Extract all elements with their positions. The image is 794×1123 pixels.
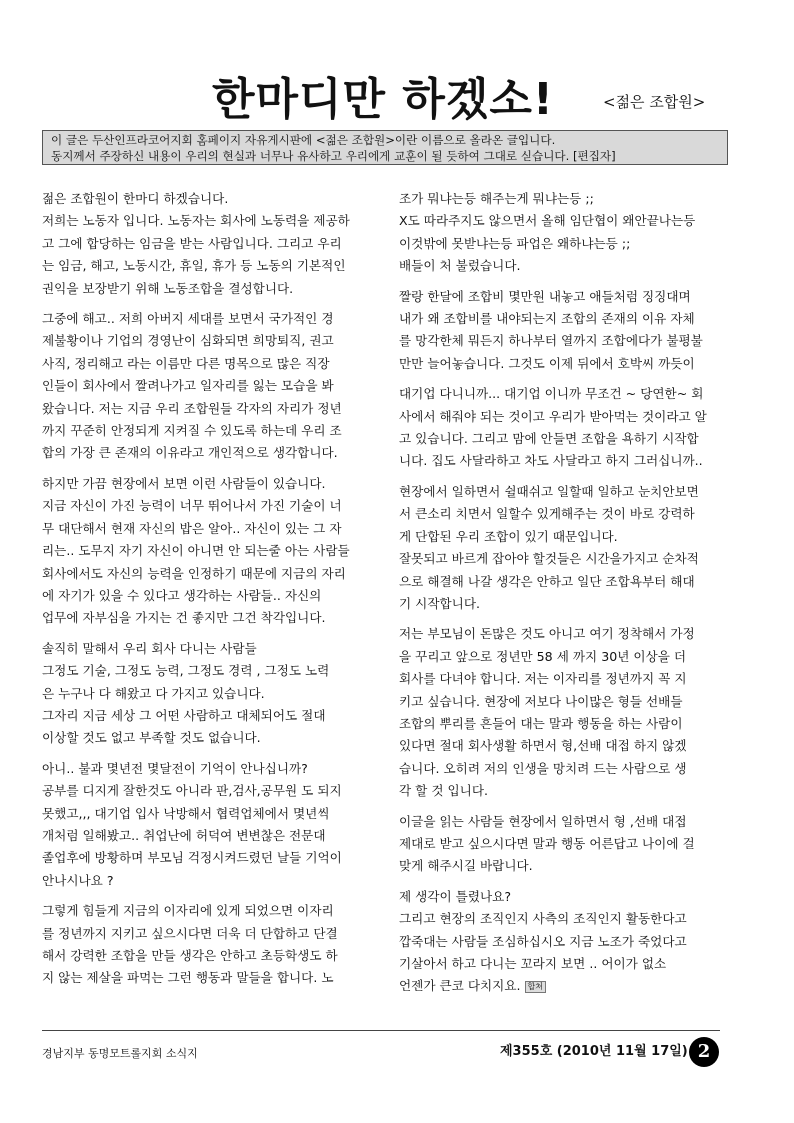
text-line: 왔습니다. 저는 지금 우리 조합원들 각자의 자리가 정년: [42, 400, 342, 416]
text-line: 키고 싶습니다. 현장에 저보다 나이많은 형들 선배들: [399, 693, 683, 709]
text-line: 못했고,,, 대기업 입사 낙방해서 협력업체에서 몇년씩: [42, 805, 330, 821]
paragraph: [399, 811, 739, 878]
text-line: 회사를 다녀야 합니다. 저는 이자리를 정년까지 꼭 지: [399, 671, 687, 687]
text-line: 에 자기가 있을 수 있다고 생각하는 사람들.. 자신의: [42, 587, 322, 603]
text-line: 제 생각이 틀렸나요?: [399, 888, 512, 904]
footer-divider: [42, 1030, 720, 1031]
text-line: 무 대단해서 현재 자신의 밥은 알아.. 자신이 있는 그 자: [42, 520, 342, 536]
text-line: 저희는 노동자 입니다. 노동자는 회사에 노동력을 제공하: [42, 213, 350, 229]
text-line: 지 않는 제살을 파먹는 그런 행동과 말들을 합니다. 노: [42, 970, 334, 986]
text-line: 니다. 집도 사달라하고 차도 사달라고 하지 그러십니까..: [399, 453, 703, 469]
text-line: 젊은 조합원이 한마디 하겠습니다.: [42, 191, 229, 206]
paragraph: [42, 308, 382, 465]
text-line: 그리고 현장의 조직인지 사측의 조직인지 활동한다고: [399, 911, 687, 927]
paragraph: [399, 188, 739, 278]
text-line: 내가 왜 조합비를 내야되는지 조합의 존재의 이유 자체: [399, 311, 695, 327]
right-column: [399, 188, 739, 1006]
notice-line: 동지께서 주장하신 내용이 우리의 현실과 너무나 유사하고 우리에게 교훈이 될 듯하여 그대로 싣습니다. [편집자]: [51, 149, 616, 163]
text-line: 저는 부모님이 돈많은 것도 아니고 여기 정착해서 가정: [399, 626, 695, 642]
text-line: 리는.. 도무지 자기 자신이 아니면 안 되는줄 아는 사람들: [42, 543, 350, 559]
left-column: [42, 188, 382, 998]
text-line: 를 망각한체 뭐든지 하나부터 열까지 조합에다가 불평불: [399, 333, 703, 349]
title-area: [0, 70, 794, 130]
text-line: 고 그에 합당하는 임금을 받는 사람입니다. 그리고 우리: [42, 235, 342, 251]
text-line: 이상할 것도 없고 부족할 것도 없습니다.: [42, 730, 261, 746]
text-line: 개처럼 일해봤고.. 취업난에 허덕여 변변찮은 전문대: [42, 827, 326, 843]
paragraph: [42, 758, 382, 892]
paragraph: [399, 286, 739, 376]
page-title: 한마디만 하겠소!: [212, 74, 554, 125]
text-line: 현장에서 일하면서 쉴때쉬고 일할때 일하고 눈치안보면: [399, 483, 699, 499]
paragraph: [42, 900, 382, 990]
paragraph: [399, 383, 739, 473]
text-line: 솔직히 말해서 우리 회사 다니는 사람들: [42, 640, 257, 656]
text-line: 공부를 디지게 잘한것도 아니라 판,검사,공무원 도 되지: [42, 783, 342, 799]
text-line: 그렇게 힘들게 지금의 이자리에 있게 되었으면 이자리: [42, 903, 334, 919]
text-line: 아니.. 불과 몇년전 몇달전이 기억이 안나십니까?: [42, 760, 308, 776]
notice-line: 이 글은 두산인프라코어지회 홈페이지 자유게시판에 <젊은 조합원>이란 이름으로 올라온 글입니다.: [51, 133, 556, 147]
text-line: 그정도 기술, 그정도 능력, 그정도 경력 , 그정도 노력: [42, 663, 330, 679]
text-line: 이것밖에 못받냐는등 파업은 왜하냐는등 ;;: [399, 235, 631, 251]
text-line: 하지만 가끔 현장에서 보면 이런 사람들이 있습니다.: [42, 475, 326, 491]
paragraph: [399, 481, 739, 615]
text-line: 배들이 처 불렀습니다.: [399, 258, 521, 274]
text-line: X도 따라주지도 않으면서 올해 임단협이 왜안끝나는등: [399, 213, 696, 229]
text-line: 를 정년까지 지키고 싶으시다면 더욱 더 단합하고 단결: [42, 925, 338, 941]
text-line: 만만 늘어놓습니다. 그것도 이제 뒤에서 호박씨 까듯이: [399, 355, 695, 371]
text-line: 있다면 절대 회사생활 하면서 형,선배 대접 하지 않겠: [399, 738, 687, 754]
text-line: 권익을 보장받기 위해 노동조합을 결성합니다.: [42, 280, 294, 296]
text-line: 졸업후에 방황하며 부모님 걱정시켜드렸던 날들 기억이: [42, 850, 342, 866]
text-line: 그자리 지금 세상 그 어떤 사람하고 대체되어도 절대: [42, 707, 326, 723]
text-line: 을 꾸리고 앞으로 정년만 58 세 까지 30년 이상을 더: [399, 648, 687, 664]
text-line: 사직, 정리해고 라는 이름만 다른 명목으로 많은 직장: [42, 355, 330, 371]
text-line: 습니다. 오히려 저의 인생을 망치려 드는 사람으로 생: [399, 760, 687, 776]
text-line: 언젠가 큰코 다치지요. 합쳐: [399, 975, 739, 997]
text-line: 이글을 읽는 사람들 현장에서 일하면서 형 ,선배 대접: [399, 813, 687, 829]
text-line: 조가 뭐냐는등 해주는게 뭐냐는등 ;;: [399, 191, 594, 206]
text-line: 안나시나요 ?: [42, 872, 114, 888]
paragraph: [42, 188, 382, 300]
text-line: 제불황이나 기업의 경영난이 심화되면 희망퇴직, 권고: [42, 333, 334, 349]
text-line: 까지 꾸준히 안정되게 지켜질 수 있도록 하는데 우리 조: [42, 423, 342, 439]
text-line: 잘못되고 바르게 잡아야 할것들은 시간을가지고 순차적: [399, 551, 699, 567]
page-number: 2: [689, 1037, 719, 1067]
text-line: 기 시작합니다.: [399, 595, 480, 611]
text-line: 은 누구나 다 해왔고 다 가지고 있습니다.: [42, 685, 265, 701]
text-line: 게 단합된 우리 조합이 있기 때문입니다.: [399, 528, 618, 544]
paragraph: [42, 638, 382, 750]
paragraph: [399, 886, 739, 998]
text-line: 조합의 뿌리를 흔들어 대는 말과 행동을 하는 사람이: [399, 715, 683, 731]
editor-notice-box: [42, 130, 728, 165]
text-line: 서 큰소리 치면서 일할수 있게해주는 것이 바로 강력하: [399, 506, 695, 522]
end-mark: 합쳐: [525, 981, 546, 993]
text-line: 고 있습니다. 그리고 맘에 안들면 조합을 욕하기 시작합: [399, 431, 699, 447]
text-line: 짤랑 한달에 조합비 몇만원 내놓고 애들처럼 징징대며: [399, 288, 691, 304]
text-line: 회사에서도 자신의 능력을 인정하기 때문에 지금의 자리: [42, 565, 346, 581]
text-line: 제대로 받고 싶으시다면 말과 행동 어른답고 나이에 걸: [399, 835, 695, 851]
paragraph: [399, 623, 739, 802]
footer-issue: 제355호 (2010년 11월 17일): [500, 1044, 688, 1059]
author-label: <젊은 조합원>: [603, 93, 706, 111]
paragraph: [42, 473, 382, 630]
text-line: 사에서 해줘야 되는 것이고 우리가 받아먹는 것이라고 알: [399, 408, 707, 424]
text-line: 깝죽대는 사람들 조심하십시오 지금 노조가 죽었다고: [399, 933, 687, 949]
text-line: 으로 해결해 나갈 생각은 안하고 일단 조합욕부터 해대: [399, 573, 695, 589]
text-line: 지금 자신이 가진 능력이 너무 뛰어나서 가진 기술이 너: [42, 498, 342, 514]
text-line: 합의 가장 큰 존재의 이유라고 개인적으로 생각합니다.: [42, 445, 338, 461]
text-line: 각 할 것 입니다.: [399, 783, 489, 799]
text-line: 업무에 자부심을 가지는 건 좋지만 그건 착각입니다.: [42, 610, 326, 626]
text-line: 는 임금, 해고, 노동시간, 휴일, 휴가 등 노동의 기본적인: [42, 258, 346, 274]
text-line: 기살아서 하고 다니는 꼬라지 보면 .. 어이가 없소: [399, 956, 667, 971]
text-line: 해서 강력한 조합을 만들 생각은 안하고 초등학생도 하: [42, 948, 338, 963]
text-line: 맞게 해주시길 바랍니다.: [399, 858, 533, 874]
text-line: 대기업 다니니까... 대기업 이니까 무조건 ~ 당연한~ 회: [399, 386, 704, 402]
text-line: 그중에 해고.. 저희 아버지 세대를 보면서 국가적인 경: [42, 311, 334, 327]
footer-publisher: 경남지부 동명모트롤지회 소식지: [42, 1047, 198, 1060]
text-line: 인들이 회사에서 짤려나가고 일자리를 잃는 모습을 봐: [42, 378, 334, 394]
